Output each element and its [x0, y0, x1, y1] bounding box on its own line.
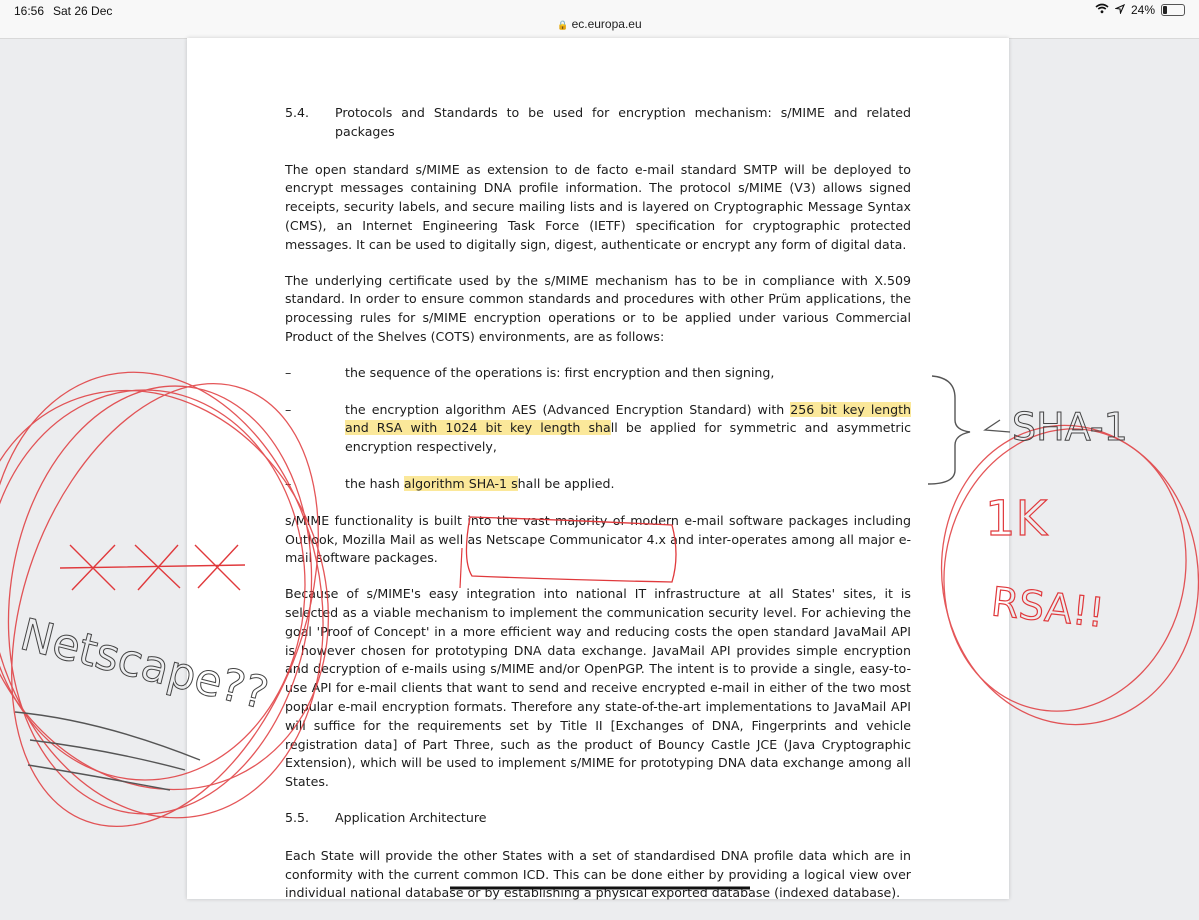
- highlight-rsa: SA with 1024 bit key length sha: [385, 420, 611, 436]
- paragraph-javamail: Because of s/MIME's easy integration into national IT infrastructure at all States' sites, it is selected as a viable mechanism to implement the communication security level. For achieving the goal 'Proof of Concept' in a more efficient way and reducing costs the open standard JavaMail API is however chosen for prototyping DNA data exchange. JavaMail API provides simple encryption and decryption of e-mails using s/MIME and/or OpenPGP. The intent is to provide a single, easy-to-use API for e-mail clients that want to send and receive encrypted e-mail in either of the two most popular e-mail encryption formats. Therefore any state-of-the-art implementations to JavaMail API will suffice for the requirements set by Title II [Exchanges of DNA, Fingerprints and vehicle registration data] of Part Three, such as the product of Bouncy Castle JCE (Java Cryptographic Extension), which will be used to implement s/MIME for prototyping DNA data exchange among all States.: [285, 586, 911, 790]
- bullet-text: [345, 475, 911, 494]
- text-run: the encryption algorithm AES (Advanced Encryption Standard) with: [345, 401, 791, 417]
- url-text: ec.europa.eu: [571, 17, 642, 31]
- bullet-encryption-algorithm: [285, 401, 911, 457]
- paragraph-functionality: s/MIME functionality is built into the vast majority of modern e-mail software packages including Outlook, Mozilla Mail as well as Netscape Communicator 4.x and inter-operates among all major e-mail software packages.: [285, 512, 911, 566]
- section-title: Protocols and Standards to be used for encryption mechanism: s/MIME and related packages: [335, 105, 911, 139]
- battery-icon: [1161, 4, 1185, 16]
- bullet-text: the sequence of the operations is: first encryption and then signing,: [345, 364, 775, 380]
- bullet-dash: –: [285, 401, 292, 417]
- right-note-sha1: SHA-1: [1012, 405, 1128, 449]
- section-title: Application Architecture: [335, 809, 487, 825]
- right-note-rsa: RSA!!: [988, 579, 1107, 637]
- gray-underlines: [15, 712, 200, 790]
- highlight-sha1: algorithm SHA-1 s: [403, 475, 518, 491]
- highlight-key-length: 256 bit key length and R: [345, 401, 911, 436]
- status-date: Sat 26 Dec: [53, 4, 113, 18]
- text-run: hall be applied.: [517, 475, 615, 491]
- document-body: [285, 104, 911, 920]
- wifi-icon: [1095, 3, 1109, 17]
- paragraph-certificate: The underlying certificate used by the s/MIME mechanism has to be in compliance with X.509 standard. In order to ensure common standards and procedures with other Prüm applications, the processing rules for s/MIME encryption operations or to be applied under various Commercial Product of the Shelves (COTS) environments, are as follows:: [285, 272, 911, 344]
- address-bar[interactable]: [0, 17, 1199, 31]
- battery-percent: 24%: [1130, 3, 1155, 17]
- text-run: the hash: [345, 475, 404, 491]
- paragraph-architecture: Each State will provide the other States with a set of standardised DNA profile data which are in conformity with the current common ICD. This can be done either by providing a logical view over individual national database or by establishing a physical exported database (indexed database).: [285, 847, 911, 901]
- bullet-dash: –: [285, 475, 292, 491]
- bullet-operation-sequence: [285, 364, 911, 383]
- text-run: ll be applied for symmetric and asymmetric encryption respectively,: [345, 420, 911, 455]
- section-5-4-heading: [285, 104, 911, 142]
- lock-icon: 🔒: [557, 20, 569, 30]
- status-time: 16:56: [14, 4, 45, 18]
- location-arrow-icon: [1115, 3, 1125, 17]
- document-page: [187, 38, 1009, 899]
- left-note-netscape: Netscape??: [15, 609, 274, 720]
- section-number: 5.4.: [285, 105, 310, 120]
- paragraph-smime-intro: The open standard s/MIME as extension to de facto e-mail standard SMTP will be deployed to encrypt messages containing DNA profile information. The protocol s/MIME (V3) allows signed receipts, security labels, and secure mailing lists and is layered on Cryptographic Message Syntax (CMS), an Internet Engineering Task Force (IETF) specification for cryptographic protected messages. It can be used to digitally sign, digest, authenticate or encrypt any form of digital data.: [285, 161, 911, 252]
- status-bar: [0, 0, 1199, 39]
- bullet-dash: –: [285, 364, 292, 380]
- status-icons: [1095, 3, 1185, 17]
- section-number: 5.5.: [285, 809, 310, 825]
- bullet-text: [345, 401, 911, 457]
- section-5-5-heading: [285, 809, 911, 828]
- bullet-hash-algorithm: [285, 475, 911, 494]
- battery-fill: [1163, 6, 1167, 14]
- right-note-1k: 1K: [985, 491, 1048, 547]
